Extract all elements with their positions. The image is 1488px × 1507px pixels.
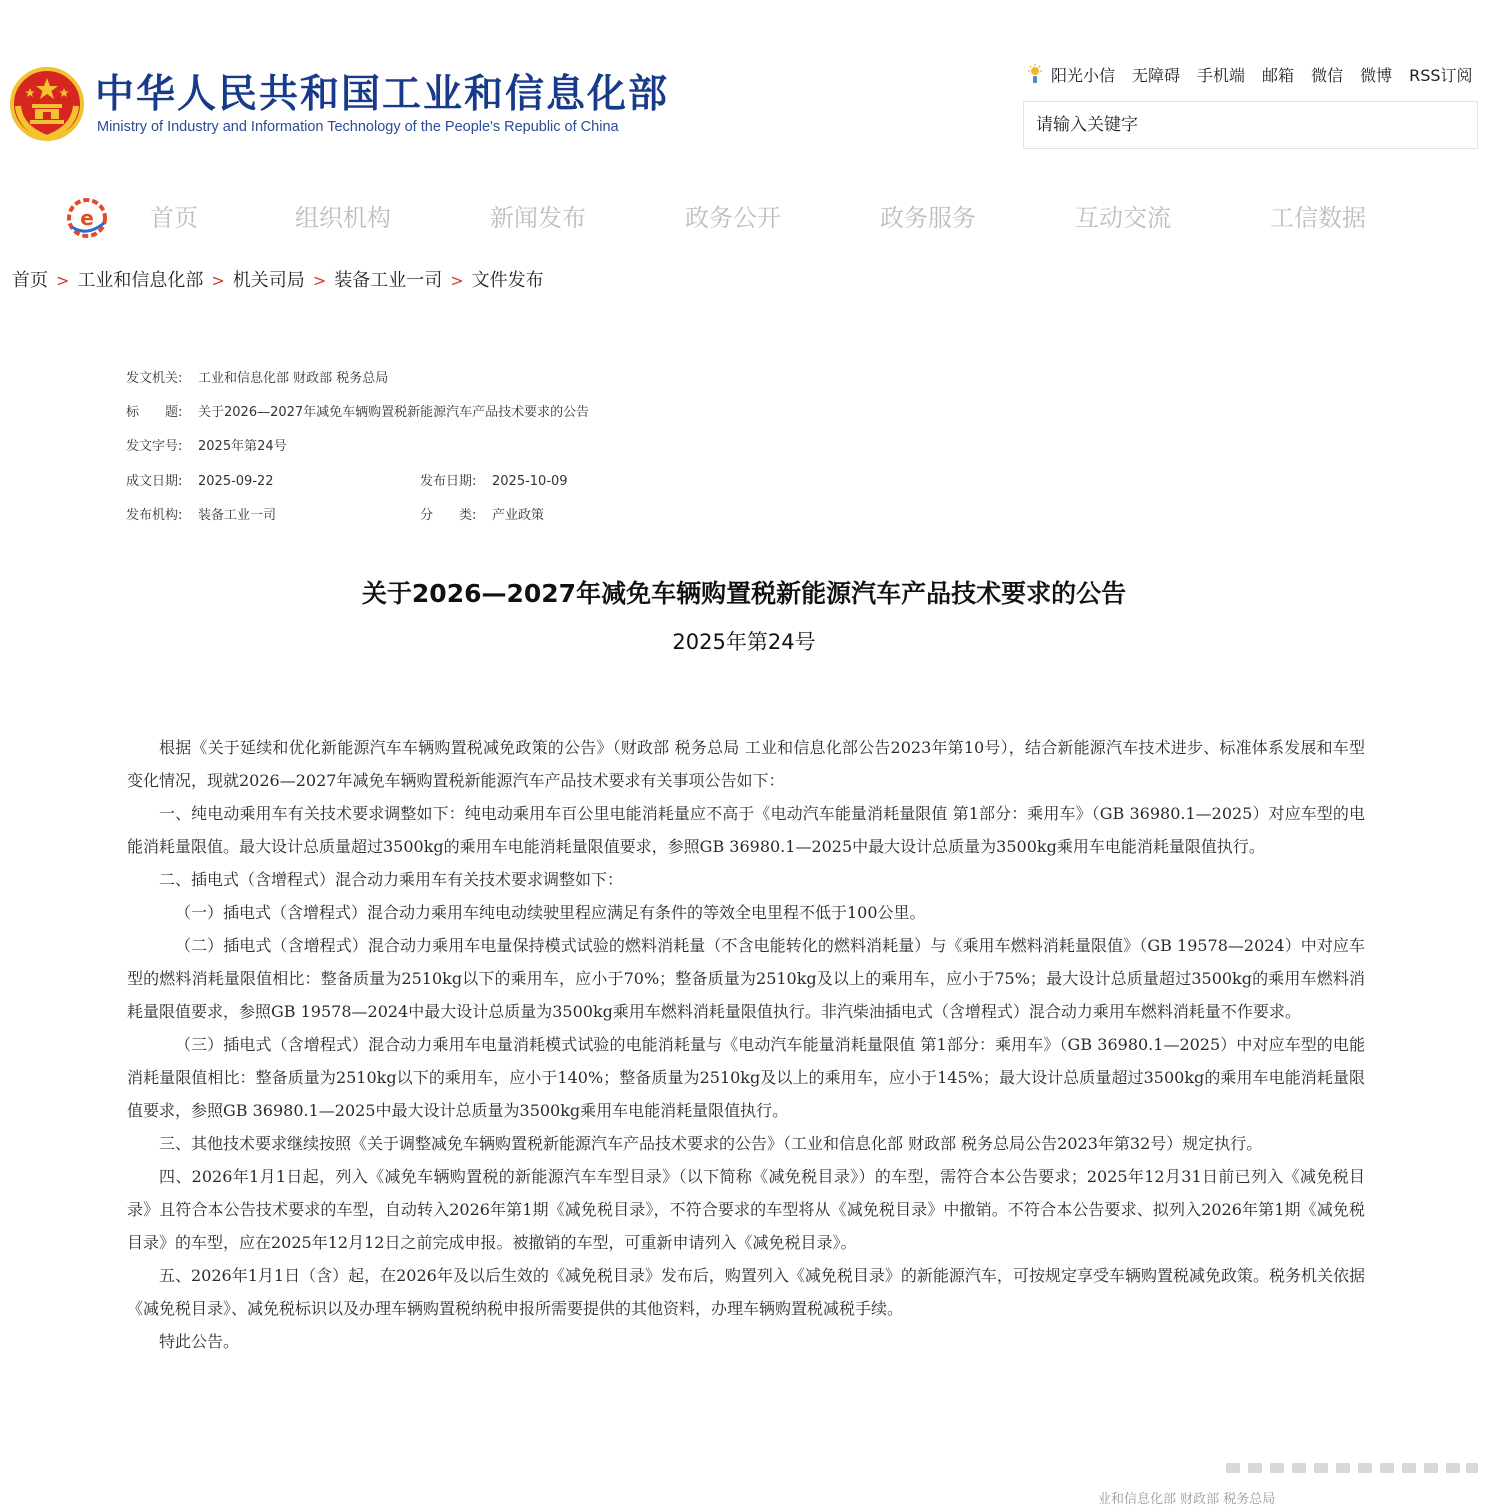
meta-published-row: [420, 473, 568, 491]
meta-written-label: 成文日期:: [126, 474, 183, 489]
chevron-right-icon: >: [450, 271, 464, 290]
search-input[interactable]: [1024, 102, 1477, 148]
site-title-english: Ministry of Industry and Information Technology of the People's Republic of China: [97, 119, 619, 135]
breadcrumb-ministry[interactable]: 工业和信息化部: [77, 270, 204, 291]
breadcrumb-departments[interactable]: 机关司局: [232, 270, 305, 291]
meta-title-value: 关于2026—2027年减免车辆购置税新能源汽车产品技术要求的公告: [198, 405, 590, 420]
nav-interaction[interactable]: 互动交流: [1075, 204, 1171, 232]
breadcrumb-documents[interactable]: 文件发布: [471, 270, 544, 291]
meta-org-label: 发布机构:: [126, 508, 183, 523]
nav-news[interactable]: 新闻发布: [490, 204, 586, 232]
top-link-sunshine[interactable]: 阳光小信: [1051, 65, 1116, 85]
body-paragraph-2-3: （三）插电式（含增程式）混合动力乘用车电量消耗模式试验的电能消耗量与《电动汽车能量消耗量限值 第1部分：乘用车》（GB 36980.1—2025）中对应车型的电能消耗量限值相比：整备质量为2510kg以下的乘用车，应小于140%；整备质量为2510kg及以上的乘用车，应小于145%；最大设计总质量超过3500kg的乘用车电能消耗量限值要求，参照GB 36980.1—2025中最大设计总质量为3500kg乘用车电能消耗量限值执行。: [127, 1035, 1365, 1120]
national-emblem-logo: [10, 66, 84, 142]
breadcrumb-equipment-dept[interactable]: 装备工业一司: [334, 270, 443, 291]
meta-org-row: [126, 507, 276, 525]
top-link-accessibility[interactable]: 无障碍: [1132, 65, 1181, 85]
meta-issuer-row: [126, 370, 388, 388]
meta-issuer-label: 发文机关:: [126, 371, 183, 386]
document-body: [127, 731, 1365, 1358]
meta-category-row: [420, 507, 544, 525]
document-title: 关于2026—2027年减免车辆购置税新能源汽车产品技术要求的公告: [361, 579, 1127, 608]
body-paragraph-4: 四、2026年1月1日起，列入《减免车辆购置税的新能源汽车车型目录》（以下简称《减免税目录》）的车型，需符合本公告要求；2025年12月31日前已列入《减免税目录》且符合本公告技术要求的车型，自动转入2026年第1期《减免税目录》，不符合要求的车型将从《减免税目录》中撤销。不符合本公告要求、拟列入2026年第1期《减免税目录》的车型，应在2025年12月12日之前完成申报。被撤销的车型，可重新申请列入《减免税目录》。: [127, 1167, 1365, 1252]
search-box: [1023, 101, 1478, 149]
top-link-mail[interactable]: 邮箱: [1262, 65, 1295, 85]
body-paragraph-2-1: （一）插电式（含增程式）混合动力乘用车纯电动续驶里程应满足有条件的等效全电里程不低于100公里。: [175, 903, 926, 922]
svg-text:e: e: [80, 206, 94, 230]
meta-title-row: [126, 404, 589, 422]
meta-written-value: 2025-09-22: [198, 474, 274, 489]
nav-government-affairs[interactable]: 政务公开: [685, 204, 781, 232]
meta-docno-row: [126, 438, 287, 456]
body-paragraph-intro: 根据《关于延续和优化新能源汽车车辆购置税减免政策的公告》（财政部 税务总局 工业和信息化部公告2023年第10号），结合新能源汽车技术进步、标准体系发展和车型变化情况，现就2026—2027年减免车辆购置税新能源汽车产品技术要求有关事项公告如下：: [127, 738, 1365, 790]
body-paragraph-5: 五、2026年1月1日（含）起，在2026年及以后生效的《减免税目录》发布后，购置列入《减免税目录》的新能源汽车，可按规定享受车辆购置税减免政策。税务机关依据《减免税目录》、减免税标识以及办理车辆购置税纳税申报所需要提供的其他资料，办理车辆购置税减税手续。: [127, 1266, 1365, 1318]
meta-published-value: 2025-10-09: [492, 474, 568, 489]
sunshine-icon: [1026, 64, 1044, 84]
top-link-wechat[interactable]: 微信: [1311, 65, 1344, 85]
nav-government-services[interactable]: 政务服务: [880, 204, 976, 232]
meta-org-value: 装备工业一司: [198, 508, 277, 523]
body-paragraph-closing: 特此公告。: [159, 1332, 240, 1351]
meta-written-row: [126, 473, 274, 491]
meta-category-value: 产业政策: [492, 508, 545, 523]
top-link-mobile[interactable]: 手机端: [1197, 65, 1246, 85]
nav-organization[interactable]: 组织机构: [295, 204, 391, 232]
meta-issuer-value: 工业和信息化部 财政部 税务总局: [198, 371, 389, 386]
main-nav: [150, 198, 1366, 233]
site-title-chinese: 中华人民共和国工业和信息化部: [95, 72, 670, 117]
signature-partial: 业和信息化部 财政部 税务总局: [1098, 1492, 1276, 1507]
document-number: 2025年第24号: [672, 630, 816, 654]
nav-data[interactable]: 工信数据: [1270, 204, 1366, 232]
meta-title-label: 标 题:: [126, 405, 183, 420]
body-paragraph-1: 一、纯电动乘用车有关技术要求调整如下：纯电动乘用车百公里电能消耗量应不高于《电动汽车能量消耗量限值 第1部分：乘用车》（GB 36980.1—2025）对应车型的电能消耗量限值。最大设计总质量超过3500kg的乘用车电能消耗量限值要求，参照GB 36980.1—2025中最大设计总质量为3500kg乘用车电能消耗量限值执行。: [127, 804, 1365, 856]
top-link-rss[interactable]: RSS订阅: [1409, 65, 1473, 85]
body-paragraph-3: 三、其他技术要求继续按照《关于调整减免车辆购置税新能源汽车产品技术要求的公告》（工业和信息化部 财政部 税务总局公告2023年第32号）规定执行。: [159, 1134, 1263, 1153]
meta-category-label: 分 类:: [420, 508, 477, 523]
image-scroll-indicator: [1226, 1463, 1478, 1473]
chevron-right-icon: >: [56, 271, 70, 290]
meta-published-label: 发布日期:: [420, 474, 477, 489]
top-links-bar: [1026, 60, 1473, 88]
breadcrumb-home[interactable]: 首页: [12, 270, 48, 291]
meta-docno-value: 2025年第24号: [198, 439, 287, 454]
breadcrumb: [12, 268, 544, 294]
body-paragraph-2: 二、插电式（含增程式）混合动力乘用车有关技术要求调整如下：: [159, 870, 624, 889]
nav-home[interactable]: 首页: [150, 204, 198, 232]
top-link-weibo[interactable]: 微博: [1360, 65, 1393, 85]
chevron-right-icon: >: [211, 271, 225, 290]
body-paragraph-2-2: （二）插电式（含增程式）混合动力乘用车电量保持模式试验的燃料消耗量（不含电能转化的燃料消耗量）与《乘用车燃料消耗量限值》（GB 19578—2024）中对应车型的燃料消耗量限值相比：整备质量为2510kg以下的乘用车，应小于70%；整备质量为2510kg及以上的乘用车，应小于75%；最大设计总质量超过3500kg的乘用车燃料消耗量限值要求，参照GB 19578—2024中最大设计总质量为3500kg乘用车燃料消耗量限值执行。非汽柴油插电式（含增程式）混合动力乘用车燃料消耗量不作要求。: [127, 936, 1365, 1021]
chevron-right-icon: >: [312, 271, 327, 290]
meta-docno-label: 发文字号:: [126, 439, 183, 454]
miit-nav-logo-icon[interactable]: [66, 197, 108, 239]
